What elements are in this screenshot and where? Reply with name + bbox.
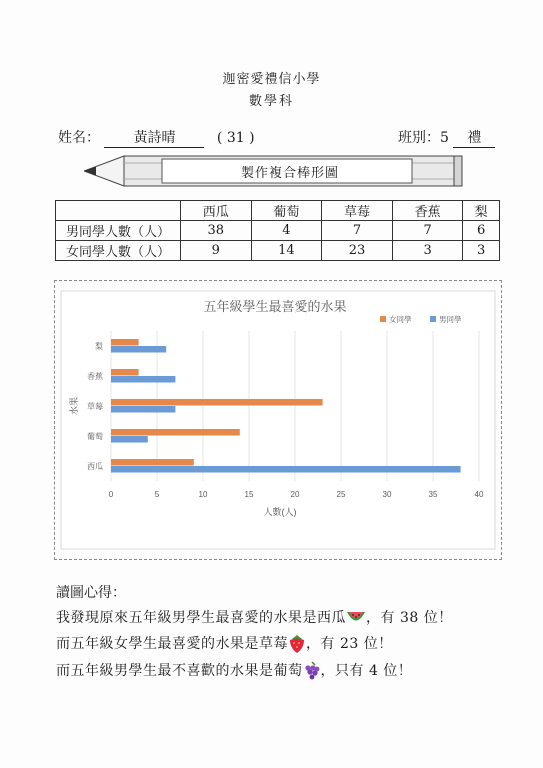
legend-label: 女同學	[389, 315, 412, 324]
header-cell: 葡萄	[251, 201, 322, 221]
note-line	[56, 660, 412, 681]
x-tick-label: 40	[474, 490, 484, 499]
x-tick-label: 10	[198, 490, 208, 499]
table-cell: 6	[463, 221, 500, 241]
table-row	[56, 241, 500, 261]
y-tick-label: 梨	[95, 342, 103, 351]
name-label: 姓名：	[58, 130, 100, 146]
chart-frame	[54, 280, 502, 560]
chart-title: 五年級學生最喜愛的水果	[203, 299, 347, 314]
x-tick-label: 35	[428, 490, 438, 499]
table-cell: 23	[322, 241, 393, 261]
x-tick-label: 30	[382, 490, 392, 499]
watermelon-icon	[346, 609, 366, 627]
bar-girls	[111, 459, 194, 466]
note-text: 而五年級男學生最不喜歡的水果是葡萄	[56, 663, 303, 679]
x-tick-label: 25	[336, 490, 346, 499]
bar-boys	[111, 466, 461, 473]
x-tick-label: 5	[154, 490, 160, 499]
header-cell: 草莓	[322, 201, 393, 221]
table-cell: 14	[251, 241, 322, 261]
x-tick-label: 20	[290, 490, 300, 499]
bar-boys	[111, 376, 175, 383]
legend-swatch	[430, 316, 436, 322]
bar-boys	[111, 346, 166, 353]
legend-label: 男同學	[439, 315, 462, 324]
header-cell: 香蕉	[392, 201, 463, 221]
note-text: ，只有 4 位！	[320, 663, 413, 679]
bar-boys	[111, 436, 148, 443]
note-text: ，有 38 位！	[366, 610, 453, 626]
banner-title: 製作複合棒形圖	[240, 166, 339, 181]
row-label: 女同學人數（人）	[56, 241, 181, 261]
y-tick-label: 香蕉	[87, 372, 103, 381]
grapes-icon	[303, 661, 321, 681]
notes-title: 讀圖心得：	[56, 585, 126, 601]
x-axis-label: 人數(人)	[263, 507, 297, 517]
bar-girls	[111, 429, 240, 436]
student-number: ( 31 )	[216, 130, 255, 146]
x-tick-label: 15	[244, 490, 254, 499]
x-tick-label: 0	[108, 490, 114, 499]
header-cell: 西瓜	[181, 201, 252, 221]
table-cell: 3	[463, 241, 500, 261]
school-name: 迦密愛禮信小學	[222, 72, 321, 87]
table-cell: 7	[392, 221, 463, 241]
table-row	[56, 221, 500, 241]
name-row	[58, 127, 255, 148]
note-line	[56, 607, 453, 627]
row-label: 男同學人數（人）	[56, 221, 181, 241]
table-cell: 4	[251, 221, 322, 241]
student-name: 黃詩晴	[104, 127, 204, 148]
table-cell: 9	[181, 241, 252, 261]
y-tick-label: 西瓜	[87, 462, 103, 471]
class-label: 班別：5	[398, 130, 449, 146]
bar-girls	[111, 369, 139, 376]
y-axis-label: 水果	[69, 396, 79, 416]
data-table	[55, 200, 500, 261]
note-line	[56, 633, 393, 654]
table-header-row	[56, 201, 500, 221]
y-tick-label: 葡萄	[87, 432, 103, 441]
bar-chart	[55, 281, 501, 559]
note-text: ，有 23 位！	[306, 636, 393, 652]
class-row	[398, 127, 495, 148]
note-text: 而五年級女學生最喜愛的水果是草莓	[56, 636, 288, 652]
note-text: 我發現原來五年級男學生最喜愛的水果是西瓜	[56, 610, 346, 626]
bar-girls	[111, 339, 139, 346]
strawberry-icon	[288, 634, 306, 654]
bar-girls	[111, 399, 323, 406]
header-cell: 梨	[463, 201, 500, 221]
class-name: 禮	[453, 127, 495, 148]
table-cell: 38	[181, 221, 252, 241]
y-tick-label: 草莓	[87, 402, 103, 411]
bar-boys	[111, 406, 175, 413]
subject-title: 數學科	[248, 94, 294, 109]
table-corner-cell	[56, 201, 181, 221]
legend-swatch	[380, 316, 386, 322]
table-cell: 7	[322, 221, 393, 241]
table-cell: 3	[392, 241, 463, 261]
